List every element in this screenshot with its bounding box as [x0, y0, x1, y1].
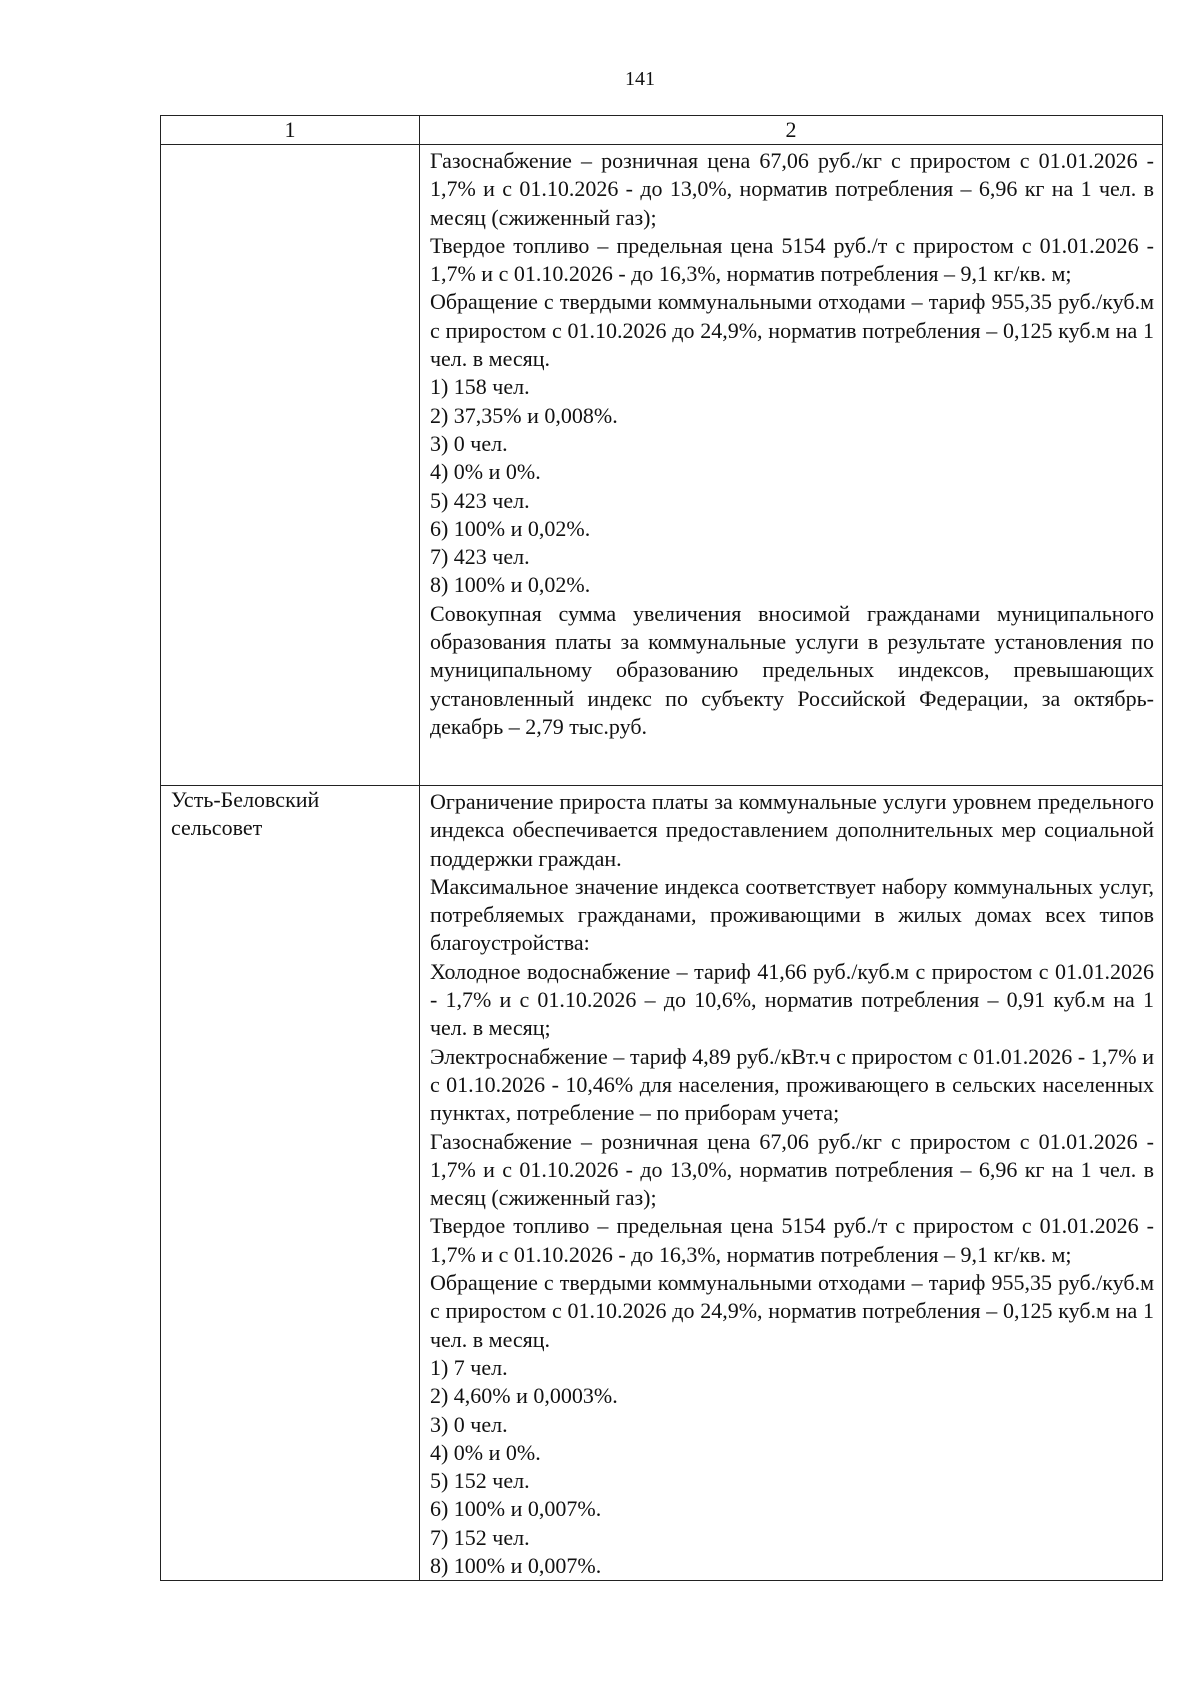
list-item: 6) 100% и 0,007%.	[429, 1496, 602, 1522]
table-header-row	[161, 116, 1163, 145]
tariff-table	[160, 115, 1163, 1581]
paragraph-gas-supply: Газоснабжение – розничная цена 67,06 руб./кг с приростом с 01.01.2026 - 1,7% и с 01.10.2026 - до 13,0%, норматив потребления – 6,96 кг на 1 чел. в месяц (сжиженный газ);	[429, 1128, 1154, 1211]
entity-cell: Усть-Беловский сельсовет	[161, 786, 420, 1581]
list-item: 1) 7 чел.	[429, 1354, 508, 1380]
paragraph-solid-fuel: Твердое топливо – предельная цена 5154 руб./т с приростом с 01.01.2026 - 1,7% и с 01.10.2026 - до 16,3%, норматив потребления – 9,1 кг/кв. м;	[429, 1213, 1154, 1267]
paragraph-max-index: Максимальное значение индекса соответствует набору коммунальных услуг, потребляемых гражданами, проживающими в жилых домах всех типов благоустройства:	[429, 873, 1154, 956]
paragraph-solid-waste: Обращение с твердыми коммунальными отходами – тариф 955,35 руб./куб.м с приростом с 01.10.2026 до 24,9%, норматив потребления – 0,125 куб.м на 1 чел. в месяц.	[429, 1270, 1154, 1352]
paragraph-limit: Ограничение прироста платы за коммунальные услуги уровнем предельного индекса обеспечивается предоставлением дополнительных мер социальной поддержки граждан.	[429, 789, 1154, 871]
column-header-1: 1	[161, 116, 420, 145]
list-item: 4) 0% и 0%.	[429, 1439, 541, 1465]
paragraph-solid-waste: Обращение с твердыми коммунальными отходами – тариф 955,35 руб./куб.м с приростом с 01.10.2026 до 24,9%, норматив потребления – 0,125 куб.м на 1 чел. в месяц.	[429, 289, 1154, 372]
paragraph-solid-fuel: Твердое топливо – предельная цена 5154 руб./т с приростом с 01.01.2026 - 1,7% и с 01.10.2026 - до 16,3%, норматив потребления – 9,1 кг/кв. м;	[429, 232, 1154, 287]
table-row	[161, 145, 1163, 786]
list-item: 2) 4,60% и 0,0003%.	[429, 1383, 618, 1409]
list-item: 3) 0 чел.	[429, 1411, 508, 1437]
list-item: 2) 37,35% и 0,008%.	[429, 402, 618, 428]
list-item: 5) 152 чел.	[429, 1468, 530, 1494]
list-item: 8) 100% и 0,02%.	[429, 572, 591, 598]
list-item: 5) 423 чел.	[429, 487, 530, 513]
entity-cell	[161, 145, 420, 786]
details-cell	[419, 786, 1162, 1581]
list-item: 7) 423 чел.	[429, 544, 530, 570]
list-item: 3) 0 чел.	[429, 430, 508, 456]
details-cell	[419, 145, 1162, 786]
paragraph-cold-water: Холодное водоснабжение – тариф 41,66 руб./куб.м с приростом с 01.01.2026 - 1,7% и с 01.10.2026 – до 10,6%, норматив потребления – 0,91 куб.м на 1 чел. в месяц;	[429, 958, 1154, 1041]
paragraph-electricity: Электроснабжение – тариф 4,89 руб./кВт.ч с приростом с 01.01.2026 - 1,7% и с 01.10.2026 - 10,46% для населения, проживающего в сельских населенных пунктах, потребление – по приборам учета;	[429, 1043, 1154, 1126]
paragraph-gas-supply: Газоснабжение – розничная цена 67,06 руб./кг с приростом с 01.01.2026 - 1,7% и с 01.10.2026 - до 13,0%, норматив потребления – 6,96 кг на 1 чел. в месяц (сжиженный газ);	[429, 148, 1154, 230]
page-number: 141	[625, 68, 655, 90]
table-row	[161, 786, 1163, 1581]
list-item: 7) 152 чел.	[429, 1524, 530, 1550]
column-header-2: 2	[419, 116, 1162, 145]
list-item: 1) 158 чел.	[429, 374, 530, 400]
list-item: 8) 100% и 0,007%.	[429, 1553, 602, 1579]
list-item: 6) 100% и 0,02%.	[429, 515, 591, 541]
list-item: 4) 0% и 0%.	[429, 459, 541, 485]
paragraph-summary: Совокупная сумма увеличения вносимой гражданами муниципального образования платы за коммунальные услуги в результате установления по муниципальному образованию предельных индексов, превышающих установленный индекс по субъекту Российской Федерации, за октябрь-декабрь – 2,79 тыс.руб.	[429, 600, 1154, 739]
